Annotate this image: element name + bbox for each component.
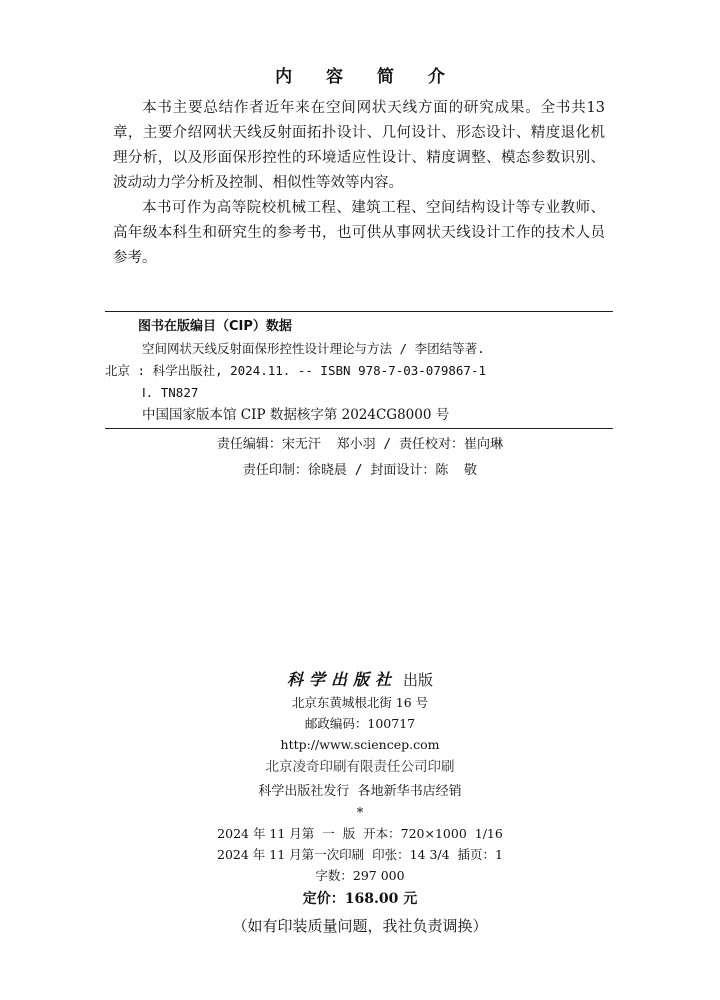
cip-heading: 图书在版编目（CIP）数据 xyxy=(138,319,292,334)
printing-info: 2024 年 11 月第一次印刷 印张：14 3/4 插页：1 xyxy=(217,847,503,862)
cip-title-line: 空间网状天线反射面保形控性设计理论与方法 / 李团结等著. xyxy=(142,341,485,356)
cip-classification: Ⅰ. TN827 xyxy=(142,385,199,400)
price: 定价：168.00 元 xyxy=(302,891,418,907)
word-count: 字数：297 000 xyxy=(315,868,405,883)
publisher-postcode: 邮政编码：100717 xyxy=(304,716,416,731)
publisher-website: http://www.sciencep.com xyxy=(280,737,440,752)
cip-publisher-line: 北京 : 科学出版社, 2024.11. -- ISBN 978-7-03-079867-1 xyxy=(105,363,487,378)
quality-note: （如有印装质量问题，我社负责调换） xyxy=(232,917,488,935)
intro-paragraph-2: 本书可作为高等院校机械工程、建筑工程、空间结构设计等专业教师、高年级本科生和研究生的参考书，也可供从事网状天线设计工作的技术人员参考。 xyxy=(113,200,605,266)
edition-info: 2024 年 11 月第 一 版 开本：720×1000 1/16 xyxy=(217,826,503,841)
publisher-line xyxy=(0,668,720,692)
intro-title: 内 容 简 介 xyxy=(275,67,459,87)
intro-paragraph-1: 本书主要总结作者近年来在空间网状天线方面的研究成果。全书共13章，主要介绍网状天线反射面拓扑设计、几何设计、形态设计、精度退化机理分析，以及形面保形控性的环境适应性设计、精度调整、模态参数识别、波动动力学分析及控制、相似性等效等内容。 xyxy=(113,100,605,191)
distribution: 科学出版社发行 各地新华书店经销 xyxy=(258,784,462,799)
colophon xyxy=(0,668,720,940)
separator-star: * xyxy=(356,806,364,821)
publisher-address: 北京东黄城根北街 16 号 xyxy=(291,695,429,710)
credits xyxy=(0,432,720,484)
printer: 北京凌奇印刷有限责任公司印刷 xyxy=(265,759,455,775)
publisher-logo: 科学出版社 xyxy=(286,670,397,689)
intro-body xyxy=(113,96,605,271)
cip-record-number: 中国国家版本馆 CIP 数据核字第 2024CG8000 号 xyxy=(142,407,450,423)
publisher-suffix: 出版 xyxy=(403,671,434,689)
credits-production: 责任印制：徐晓晨 / 封面设计：陈 敬 xyxy=(242,463,478,478)
credits-editors: 责任编辑：宋无汗 郑小羽 / 责任校对：崔向琳 xyxy=(216,437,504,452)
cip-block xyxy=(105,311,613,429)
